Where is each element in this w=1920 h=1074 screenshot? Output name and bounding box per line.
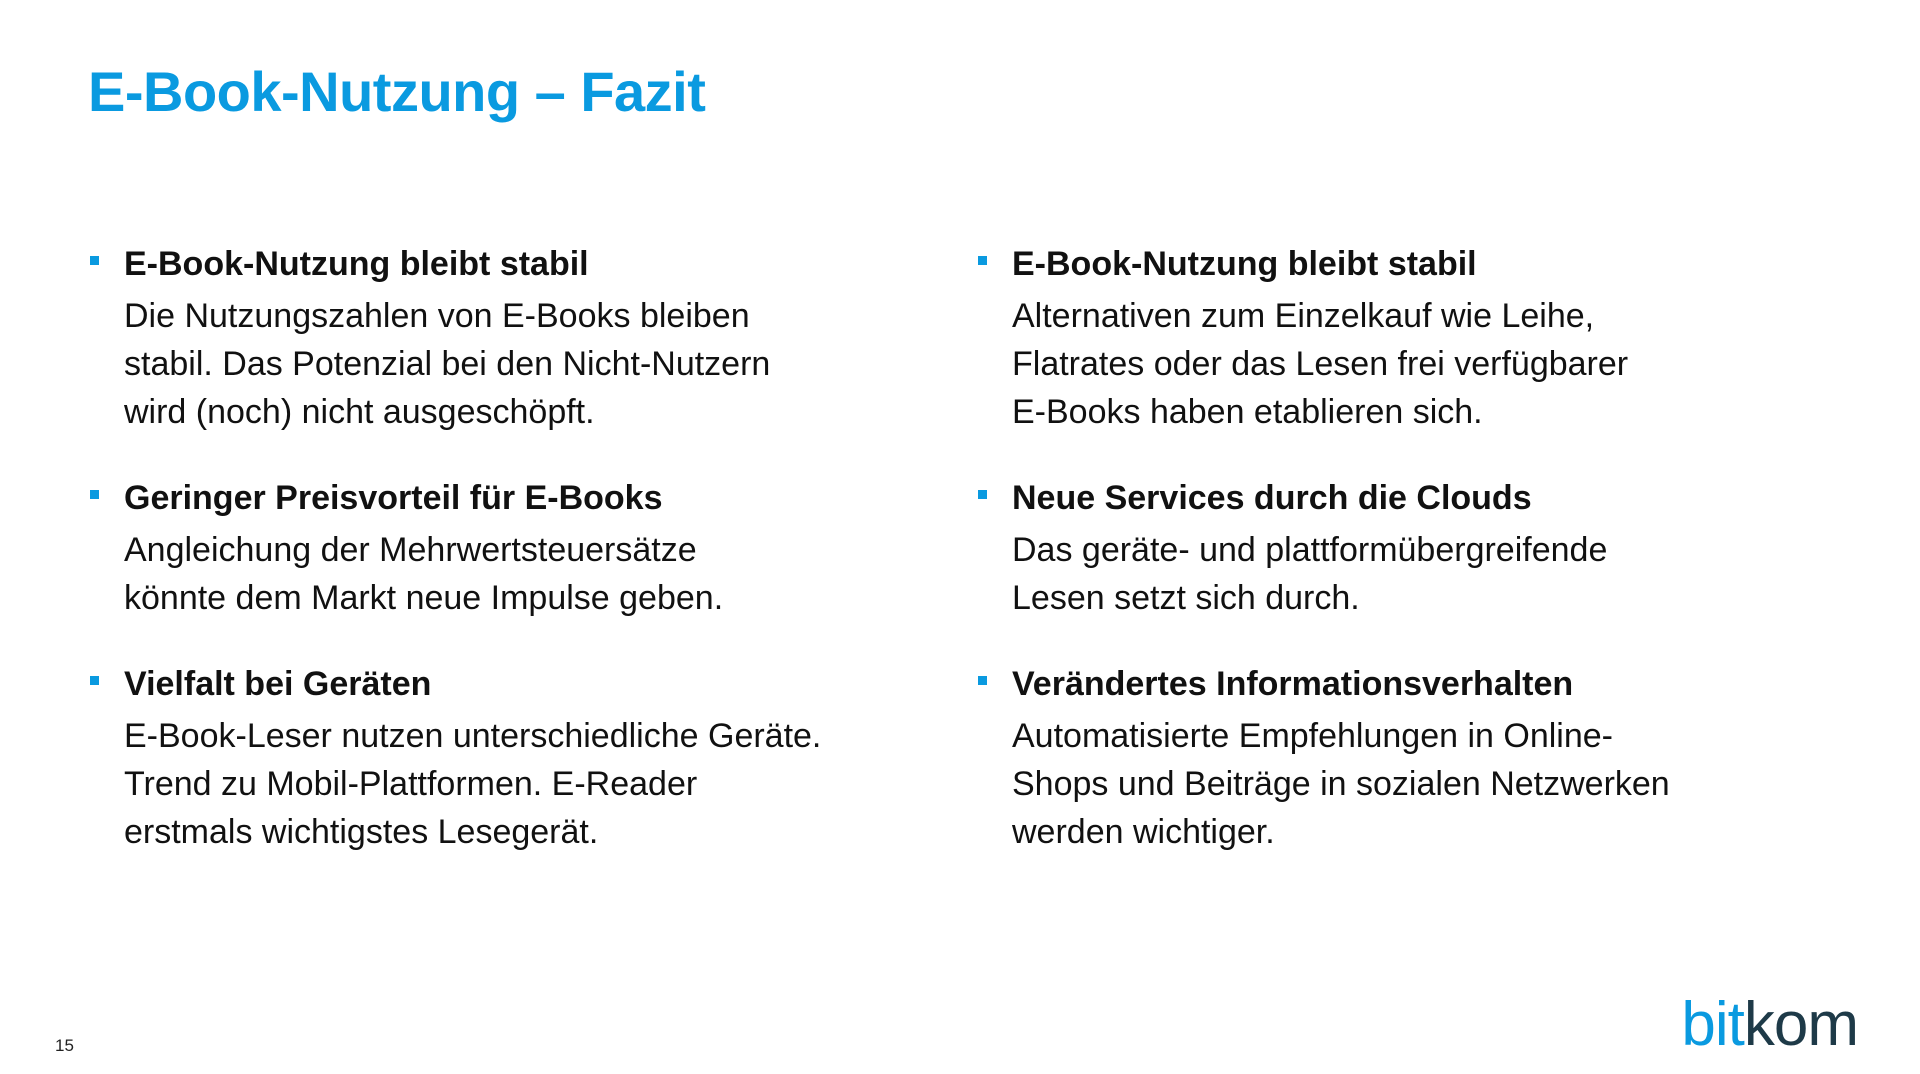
- list-item: [976, 660, 1766, 856]
- item-text-line: Automatisierte Empfehlungen in Online-: [1012, 717, 1613, 755]
- item-text: [124, 712, 878, 856]
- right-column: [976, 240, 1766, 856]
- bullet-icon: [978, 490, 987, 499]
- item-heading: Geringer Preisvorteil für E-Books: [124, 479, 663, 517]
- item-text: [124, 526, 878, 622]
- logo-part-kom: kom: [1743, 990, 1858, 1059]
- item-text: [124, 292, 878, 436]
- item-text-line: E-Books haben etablieren sich.: [1012, 393, 1483, 431]
- bullet-icon: [90, 256, 99, 265]
- bitkom-logo: [1681, 990, 1858, 1059]
- item-heading: Vielfalt bei Geräten: [124, 665, 432, 703]
- item-heading: Verändertes Informationsverhalten: [1012, 665, 1574, 703]
- list-item: [88, 474, 878, 622]
- list-item: [88, 240, 878, 436]
- list-item: [976, 240, 1766, 436]
- bullet-icon: [90, 490, 99, 499]
- bullet-icon: [978, 256, 987, 265]
- item-text-line: erstmals wichtigstes Lesegerät.: [124, 813, 599, 851]
- item-text-line: Shops und Beiträge in sozialen Netzwerken: [1012, 765, 1670, 803]
- page-number: 15: [55, 1036, 74, 1055]
- item-text: [1012, 712, 1766, 856]
- logo-part-bit: bit: [1681, 990, 1744, 1059]
- item-heading: Neue Services durch die Clouds: [1012, 479, 1532, 517]
- item-text-line: werden wichtiger.: [1012, 813, 1275, 851]
- item-text-line: Flatrates oder das Lesen frei verfügbarer: [1012, 345, 1629, 383]
- slide-title: E-Book-Nutzung – Fazit: [88, 60, 706, 123]
- list-item: [88, 660, 878, 856]
- item-heading: E-Book-Nutzung bleibt stabil: [1012, 245, 1477, 283]
- bullet-icon: [90, 676, 99, 685]
- item-text-line: könnte dem Markt neue Impulse geben.: [124, 579, 724, 617]
- item-text: [1012, 292, 1766, 436]
- list-item: [976, 474, 1766, 622]
- item-text-line: Angleichung der Mehrwertsteuersätze: [124, 531, 697, 569]
- item-text-line: Lesen setzt sich durch.: [1012, 579, 1360, 617]
- bullet-icon: [978, 676, 987, 685]
- left-column: [88, 240, 878, 856]
- item-heading: E-Book-Nutzung bleibt stabil: [124, 245, 589, 283]
- item-text-line: Die Nutzungszahlen von E-Books bleiben: [124, 297, 750, 335]
- item-text-line: stabil. Das Potenzial bei den Nicht-Nutzern: [124, 345, 771, 383]
- item-text-line: Trend zu Mobil-Plattformen. E-Reader: [124, 765, 698, 803]
- item-text-line: Alternativen zum Einzelkauf wie Leihe,: [1012, 297, 1595, 335]
- item-text-line: wird (noch) nicht ausgeschöpft.: [124, 393, 595, 431]
- item-text: [1012, 526, 1766, 622]
- item-text-line: E-Book-Leser nutzen unterschiedliche Geräte.: [124, 717, 822, 755]
- item-text-line: Das geräte- und plattformübergreifende: [1012, 531, 1608, 569]
